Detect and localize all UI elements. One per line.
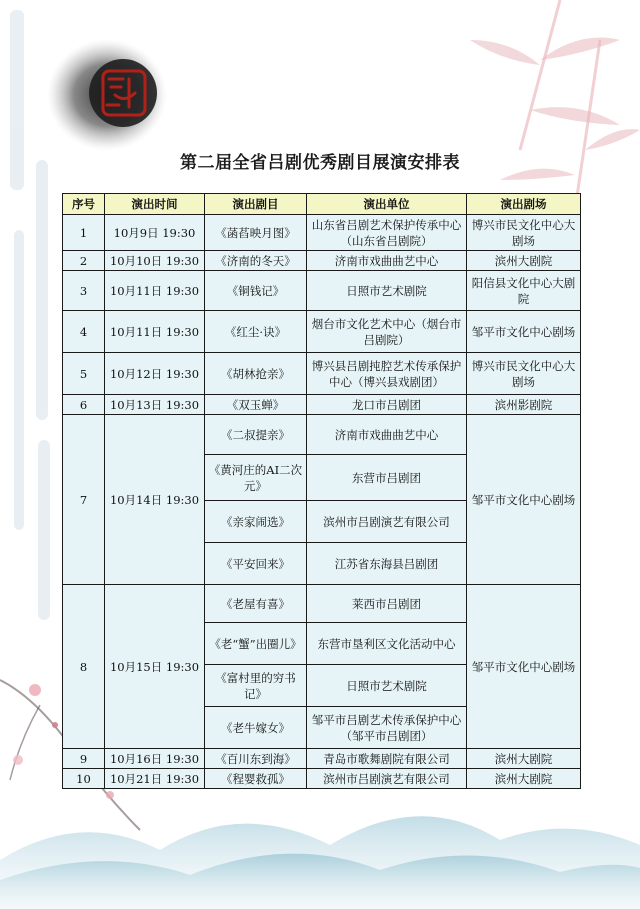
table-row <box>63 585 581 623</box>
cell-no: 1 <box>63 215 105 251</box>
schedule-table <box>62 193 581 789</box>
cell-play: 《平安回来》 <box>205 543 307 585</box>
table-row <box>63 395 581 415</box>
table-row <box>63 271 581 311</box>
cell-no: 2 <box>63 251 105 271</box>
cell-play: 《程婴救孤》 <box>205 769 307 789</box>
table-header-row <box>63 194 581 215</box>
cell-venue: 邹平市文化中心剧场 <box>467 415 581 585</box>
cell-unit: 东营市垦利区文化活动中心 <box>307 623 467 665</box>
cell-play: 《亲家闹选》 <box>205 501 307 543</box>
cell-play: 《百川东到海》 <box>205 749 307 769</box>
cell-time: 10月9日 19:30 <box>105 215 205 251</box>
cell-venue: 滨州大剧院 <box>467 749 581 769</box>
cell-play: 《济南的冬天》 <box>205 251 307 271</box>
header-venue: 演出剧场 <box>467 194 581 215</box>
table-row <box>63 311 581 353</box>
table-row <box>63 353 581 395</box>
cell-no: 5 <box>63 353 105 395</box>
cell-play: 《老屋有喜》 <box>205 585 307 623</box>
cell-time: 10月16日 19:30 <box>105 749 205 769</box>
cell-play: 《富村里的穷书记》 <box>205 665 307 707</box>
cell-play: 《红尘·诀》 <box>205 311 307 353</box>
cell-unit: 日照市艺术剧院 <box>307 271 467 311</box>
cell-play: 《胡林抢亲》 <box>205 353 307 395</box>
cell-play: 《铜钱记》 <box>205 271 307 311</box>
cell-play: 《二叔提亲》 <box>205 415 307 455</box>
table-row <box>63 415 581 455</box>
page-title: 第二届全省吕剧优秀剧目展演安排表 <box>180 153 460 173</box>
cell-no: 4 <box>63 311 105 353</box>
cell-no: 6 <box>63 395 105 415</box>
ink-seal-logo <box>45 35 170 155</box>
cell-time: 10月11日 19:30 <box>105 311 205 353</box>
header-unit: 演出单位 <box>307 194 467 215</box>
cell-no: 10 <box>63 769 105 789</box>
header-no: 序号 <box>63 194 105 215</box>
cell-venue: 滨州影剧院 <box>467 395 581 415</box>
cell-play: 《老牛嫁女》 <box>205 707 307 749</box>
cell-play: 《菡萏映月图》 <box>205 215 307 251</box>
cell-no: 8 <box>63 585 105 749</box>
cell-unit: 博兴县吕剧扽腔艺术传承保护中心（博兴县戏剧团） <box>307 353 467 395</box>
cell-unit: 龙口市吕剧团 <box>307 395 467 415</box>
cell-play: 《老“蟹”出圈儿》 <box>205 623 307 665</box>
cell-venue: 博兴市民文化中心大剧场 <box>467 353 581 395</box>
cell-time: 10月14日 19:30 <box>105 415 205 585</box>
header-time: 演出时间 <box>105 194 205 215</box>
cell-venue: 邹平市文化中心剧场 <box>467 585 581 749</box>
cell-unit: 邹平市吕剧艺术传承保护中心（邹平市吕剧团） <box>307 707 467 749</box>
cell-unit: 滨州市吕剧演艺有限公司 <box>307 769 467 789</box>
cell-unit: 江苏省东海县吕剧团 <box>307 543 467 585</box>
table-row <box>63 769 581 789</box>
cell-unit: 东营市吕剧团 <box>307 455 467 501</box>
cell-unit: 日照市艺术剧院 <box>307 665 467 707</box>
cell-no: 3 <box>63 271 105 311</box>
cell-unit: 山东省吕剧艺术保护传承中心（山东省吕剧院） <box>307 215 467 251</box>
ink-mountains-decoration <box>0 816 640 909</box>
cell-venue: 滨州大剧院 <box>467 251 581 271</box>
table-row <box>63 215 581 251</box>
cell-unit: 莱西市吕剧团 <box>307 585 467 623</box>
table-row <box>63 749 581 769</box>
cell-unit: 青岛市歌舞剧院有限公司 <box>307 749 467 769</box>
cell-time: 10月10日 19:30 <box>105 251 205 271</box>
cell-venue: 邹平市文化中心剧场 <box>467 311 581 353</box>
header-play: 演出剧目 <box>205 194 307 215</box>
faint-calligraphy-decoration <box>10 10 50 620</box>
cell-time: 10月21日 19:30 <box>105 769 205 789</box>
cell-no: 9 <box>63 749 105 769</box>
cell-time: 10月12日 19:30 <box>105 353 205 395</box>
table-row <box>63 251 581 271</box>
cell-unit: 济南市戏曲曲艺中心 <box>307 251 467 271</box>
cell-venue: 阳信县文化中心大剧院 <box>467 271 581 311</box>
cell-time: 10月13日 19:30 <box>105 395 205 415</box>
cell-venue: 滨州大剧院 <box>467 769 581 789</box>
cell-play: 《黄河庄的AI二次元》 <box>205 455 307 501</box>
cell-unit: 济南市戏曲曲艺中心 <box>307 415 467 455</box>
cell-play: 《双玉蝉》 <box>205 395 307 415</box>
cell-time: 10月11日 19:30 <box>105 271 205 311</box>
cell-unit: 滨州市吕剧演艺有限公司 <box>307 501 467 543</box>
cell-time: 10月15日 19:30 <box>105 585 205 749</box>
cell-unit: 烟台市文化艺术中心（烟台市吕剧院） <box>307 311 467 353</box>
cell-venue: 博兴市民文化中心大剧场 <box>467 215 581 251</box>
cell-no: 7 <box>63 415 105 585</box>
